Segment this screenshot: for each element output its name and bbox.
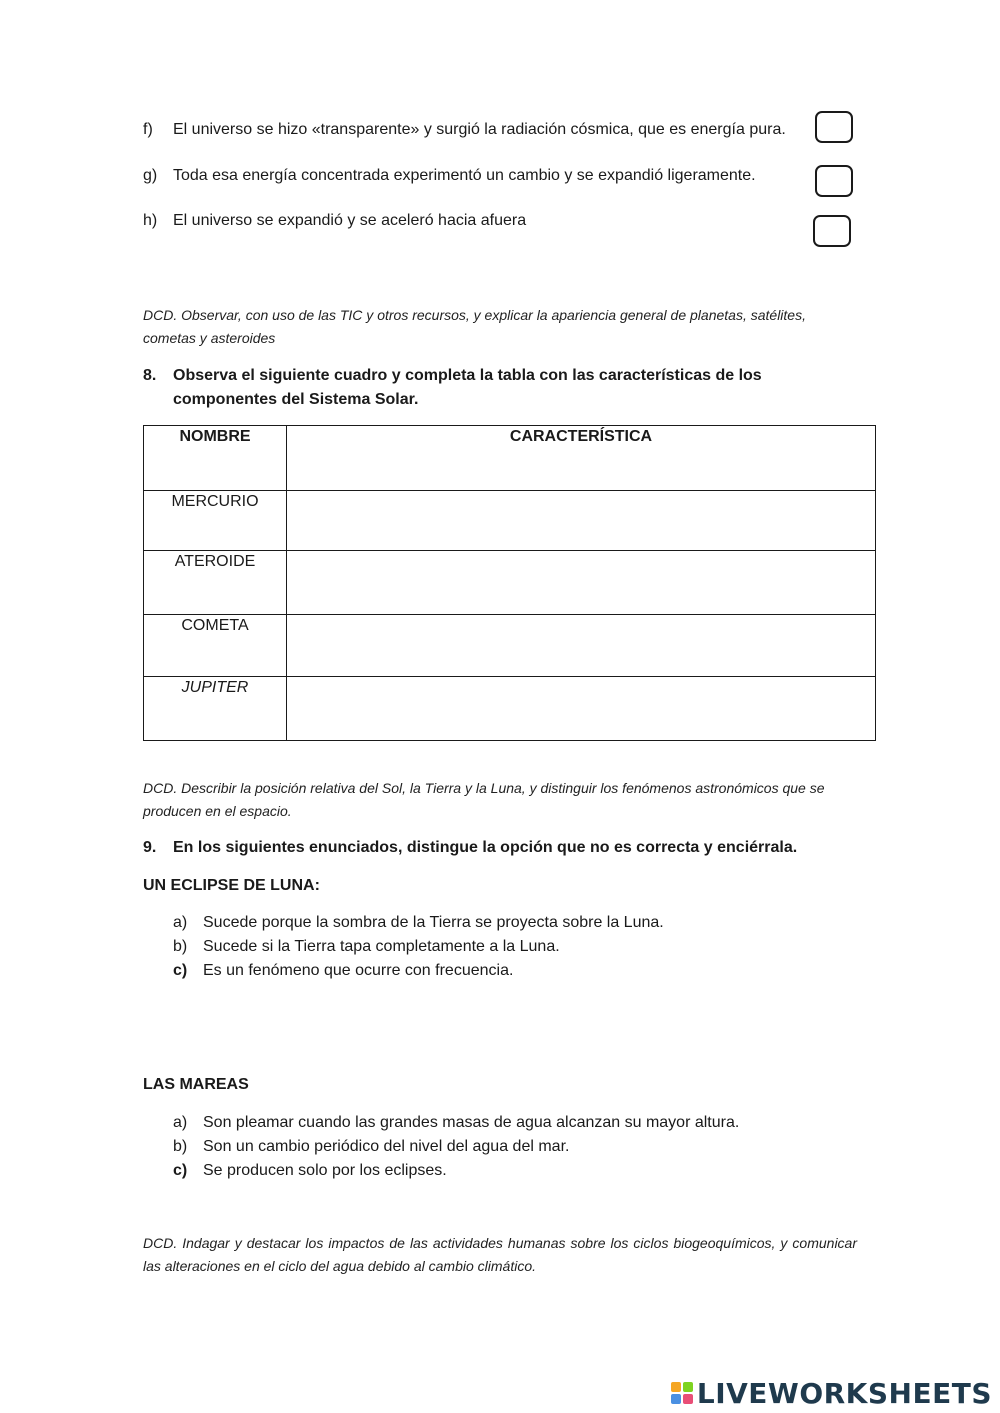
liveworksheets-logo <box>671 1376 992 1410</box>
option-label: c) <box>173 962 188 979</box>
dcd-note-2: DCD. Describir la posición relativa del Sol, la Tierra y la Luna, y distinguir los fenómenos astronómicos que se producen en el espacio. <box>143 780 825 819</box>
row-name: MERCURIO <box>144 491 287 551</box>
eclipse-option-b[interactable] <box>173 935 773 959</box>
statement-label: g) <box>143 167 158 184</box>
option-text: Es un fenómeno que ocurre con frecuencia. <box>203 962 514 979</box>
solar-system-table <box>143 425 876 741</box>
question-text: Observa el siguiente cuadro y completa la tabla con las características de los componentes del Sistema Solar. <box>173 367 762 408</box>
statement-label: f) <box>143 121 153 138</box>
option-label: c) <box>173 1162 188 1179</box>
option-text: Son pleamar cuando las grandes masas de agua alcanzan su mayor altura. <box>203 1114 740 1131</box>
option-text: Sucede si la Tierra tapa completamente a la Luna. <box>203 938 560 955</box>
statement-g <box>143 166 823 186</box>
option-label: b) <box>173 1138 188 1155</box>
row-name: COMETA <box>144 615 287 677</box>
logo-text: LIVEWORKSHEETS <box>696 1376 992 1410</box>
mareas-option-b[interactable] <box>173 1135 793 1159</box>
statement-text: El universo se hizo «transparente» y surgió la radiación cósmica, que es energía pura. <box>173 121 786 138</box>
dcd-note-1: DCD. Observar, con uso de las TIC y otros recursos, y explicar la apariencia general de planetas, satélites, cometas y asteroides <box>143 307 806 346</box>
eclipse-heading: UN ECLIPSE DE LUNA: <box>143 877 320 894</box>
question-number: 8. <box>143 367 157 384</box>
characteristic-cell[interactable] <box>287 677 876 741</box>
row-name: JUPITER <box>144 677 287 741</box>
table-header-row <box>144 426 876 491</box>
dcd-note-3: DCD. Indagar y destacar los impactos de las actividades humanas sobre los ciclos biogeoquímicos, y comunicar las alteraciones en el ciclo del agua debido al cambio climático. <box>143 1235 857 1274</box>
question-number: 9. <box>143 839 157 856</box>
eclipse-option-c[interactable] <box>173 959 773 983</box>
logo-square-icon <box>671 1394 681 1404</box>
table-row <box>144 491 876 551</box>
option-text: Sucede porque la sombra de la Tierra se proyecta sobre la Luna. <box>203 914 664 931</box>
mareas-heading: LAS MAREAS <box>143 1076 249 1093</box>
option-label: a) <box>173 1114 188 1131</box>
logo-square-icon <box>683 1382 693 1392</box>
statement-text: Toda esa energía concentrada experimentó un cambio y se expandió ligeramente. <box>173 167 756 184</box>
logo-icon <box>671 1382 693 1404</box>
table-row <box>144 677 876 741</box>
statement-h <box>143 211 823 231</box>
question-8 <box>143 364 863 412</box>
answer-box-h[interactable] <box>813 215 851 247</box>
statement-label: h) <box>143 212 158 229</box>
column-header-name: NOMBRE <box>144 426 287 491</box>
eclipse-option-a[interactable] <box>173 911 773 935</box>
mareas-option-c[interactable] <box>173 1159 793 1183</box>
logo-square-icon <box>671 1382 681 1392</box>
question-9 <box>143 836 863 860</box>
statement-text: El universo se expandió y se aceleró hacia afuera <box>173 212 527 229</box>
characteristic-cell[interactable] <box>287 491 876 551</box>
table-row <box>144 615 876 677</box>
option-label: a) <box>173 914 188 931</box>
row-name: ATEROIDE <box>144 551 287 615</box>
question-text: En los siguientes enunciados, distingue la opción que no es correcta y enciérrala. <box>173 839 798 856</box>
table-row <box>144 551 876 615</box>
characteristic-cell[interactable] <box>287 615 876 677</box>
mareas-option-a[interactable] <box>173 1111 793 1135</box>
column-header-characteristic: CARACTERÍSTICA <box>287 426 876 491</box>
characteristic-cell[interactable] <box>287 551 876 615</box>
answer-box-f[interactable] <box>815 111 853 143</box>
logo-square-icon <box>683 1394 693 1404</box>
option-text: Se producen solo por los eclipses. <box>203 1162 447 1179</box>
statement-f <box>143 120 823 140</box>
option-text: Son un cambio periódico del nivel del agua del mar. <box>203 1138 570 1155</box>
option-label: b) <box>173 938 188 955</box>
answer-box-g[interactable] <box>815 165 853 197</box>
